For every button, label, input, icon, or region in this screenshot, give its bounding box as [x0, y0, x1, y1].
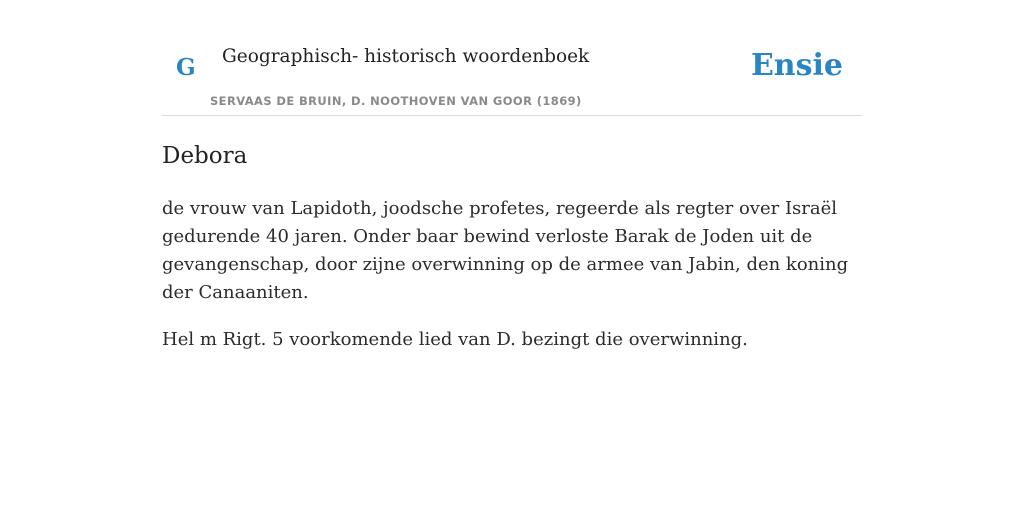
book-letter-icon[interactable]: G	[176, 54, 196, 81]
entry-paragraph: Hel m Rigt. 5 voorkomende lied van D. bezingt die overwinning.	[162, 328, 748, 350]
header	[162, 0, 862, 116]
book-title-link[interactable]: Geographisch- historisch woordenboek	[222, 46, 590, 67]
book-author: SERVAAS DE BRUIN, D. NOOTHOVEN VAN GOOR (1869)	[210, 94, 582, 108]
entry-body	[162, 195, 862, 354]
entry-title: Debora	[162, 143, 248, 169]
page	[162, 0, 862, 354]
entry-paragraph: de vrouw van Lapidoth, joodsche profetes, regeerde als regter over Israël gedurende 40 jaren. Onder baar bewind verloste Barak de Joden uit de gevangenschap, door zijne overwinning op de armee van Jabin, den koning der Canaaniten.	[162, 197, 849, 303]
ensie-logo[interactable]: Ensie	[750, 48, 843, 83]
